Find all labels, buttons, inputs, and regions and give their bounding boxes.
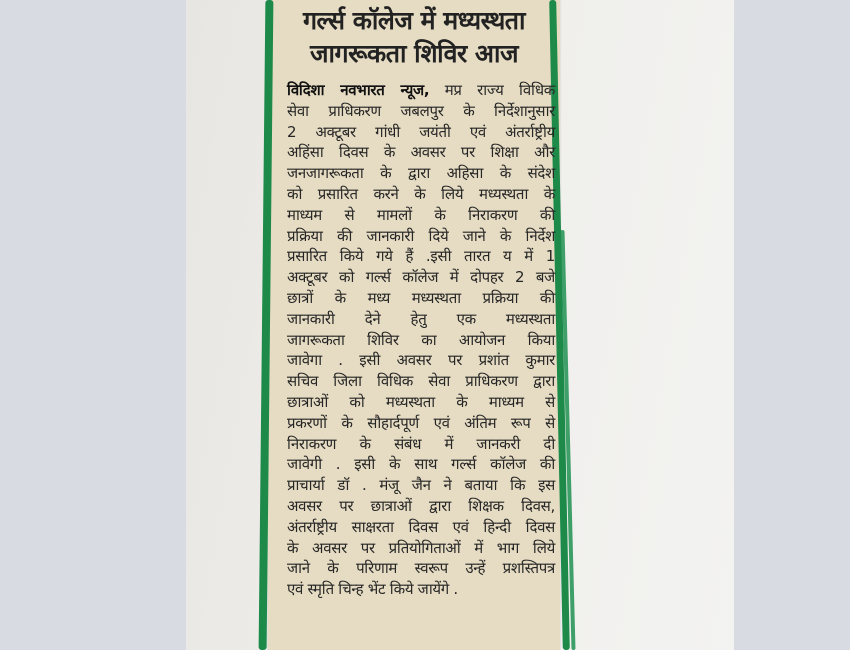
article-line: को प्रसारित करने के लिये मध्यस्थता के bbox=[287, 184, 555, 203]
headline-line-1: गर्ल्स कॉलेज में मध्यस्थता bbox=[302, 6, 526, 35]
article-line: सेवा प्राधिकरण जबलपुर के निर्देशानुसार bbox=[287, 101, 555, 120]
article-line: एवं स्मृति चिन्ह भेंट किये जायेंगे . bbox=[287, 580, 458, 599]
article-line: अवसर पर छात्राओं द्वारा शिक्षक दिवस, bbox=[287, 496, 555, 515]
article-line-text: मप्र राज्य विधिक bbox=[444, 81, 556, 99]
article-line: अक्टूबर को गर्ल्स कॉलेज में दोपहर 2 बजे bbox=[287, 268, 555, 287]
article-line: जावेगा . इसी अवसर पर प्रशांत कुमार bbox=[287, 351, 555, 370]
article-line: जनजागरूकता के द्वारा अहिसा के संदेश bbox=[287, 164, 555, 183]
headline-line-2: जागरूकता शिविर आज bbox=[309, 39, 519, 68]
article-line: सचिव जिला विधिक सेवा प्राधिकरण द्वारा bbox=[287, 372, 555, 391]
article-line: प्रकरणों के सौहार्दपूर्ण एवं अंतिम रूप से bbox=[287, 413, 555, 432]
article-body bbox=[287, 80, 555, 600]
article-line bbox=[287, 80, 555, 101]
article-headline bbox=[276, 4, 552, 70]
article-line: निराकरण के संबंध में जानकरी दी bbox=[287, 434, 555, 453]
article-line: जावेगी . इसी के साथ गर्ल्स कॉलेज की bbox=[287, 455, 555, 474]
article-line: प्रसारित किये गये हैं .इसी तारत य में 1 bbox=[287, 247, 555, 266]
article-line: प्राचार्या डॉ . मंजू जैन ने बताया कि इस bbox=[287, 476, 555, 495]
article-line: प्रक्रिया की जानकारी दिये जाने के निर्देश bbox=[287, 226, 555, 245]
article-line: 2 अक्टूबर गांधी जयंती एवं अंतर्राष्ट्रीय bbox=[287, 122, 555, 141]
article-line: जाने के परिणाम स्वरूप उन्हें प्रशस्तिपत्र bbox=[287, 559, 555, 578]
article-line: माध्यम से मामलों के निराकरण की bbox=[287, 205, 555, 224]
article-line: जागरूकता शिविर का आयोजन किया bbox=[287, 330, 555, 349]
article-line: अहिंसा दिवस के अवसर पर शिक्षा और bbox=[287, 143, 555, 162]
article-byline: विदिशा नवभारत न्यूज, bbox=[287, 81, 430, 99]
article-line: अंतर्राष्ट्रीय साक्षरता दिवस एवं हिन्दी दिवस bbox=[287, 517, 555, 536]
article-line: छात्रों के मध्य मध्यस्थता प्रक्रिया की bbox=[287, 288, 555, 307]
article-line: के अवसर पर प्रतियोगिताओं में भाग लिये bbox=[287, 538, 555, 557]
article-line: जानकारी देने हेतु एक मध्यस्थता bbox=[287, 309, 555, 328]
article-line: छात्राओं को मध्यस्थता के माध्यम से bbox=[287, 392, 555, 411]
